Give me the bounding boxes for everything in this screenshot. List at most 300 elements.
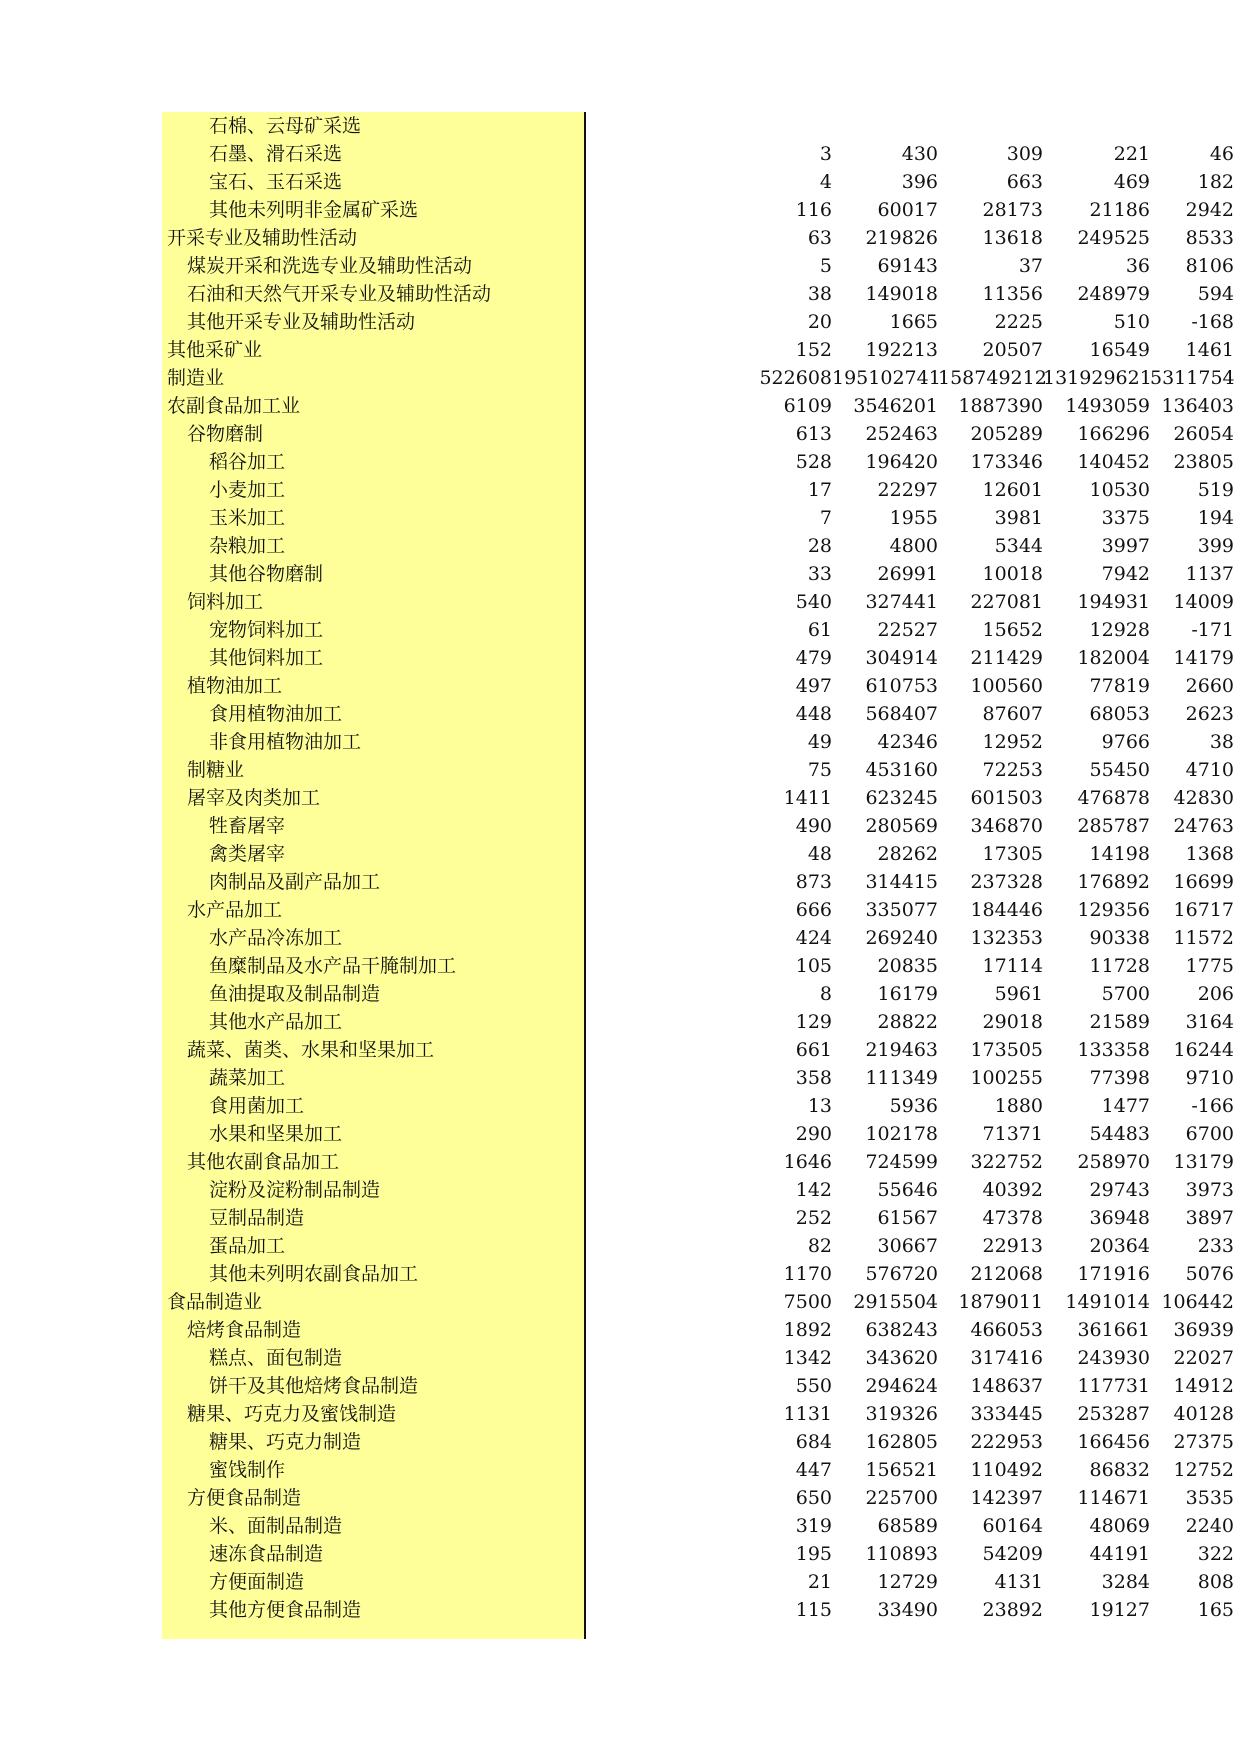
value-column-3: 17305 [982,843,1043,865]
value-column-4: 1493059 [1065,395,1150,417]
value-column-5: 399 [1197,535,1234,557]
industry-data-table [162,112,1235,1624]
value-column-2: 1955 [889,507,938,529]
value-column-5: 182 [1197,171,1234,193]
value-column-5: -171 [1191,619,1234,641]
industry-name: 食用植物油加工 [209,703,343,725]
value-column-5: 594 [1197,283,1234,305]
industry-name: 焙烤食品制造 [187,1319,302,1341]
value-column-2: 68589 [877,1515,938,1537]
table-row [162,672,1234,700]
value-column-4: 68053 [1089,703,1150,725]
value-column-1: 358 [795,1067,832,1089]
value-column-3: 158749212 [938,367,1047,389]
value-column-5: 519 [1197,479,1234,501]
table-row [162,1120,1234,1148]
value-column-4: 258970 [1077,1151,1150,1173]
table-row [162,336,1234,364]
table-row [162,1036,1234,1064]
value-column-5: 106442 [1161,1291,1234,1313]
table-row [162,980,1234,1008]
value-column-5: 3897 [1185,1207,1234,1229]
value-column-2: 4800 [889,535,938,557]
value-column-1: 528 [795,451,832,473]
value-column-2: 430 [901,143,938,165]
value-column-2: 5936 [889,1095,938,1117]
value-column-3: 1879011 [958,1291,1043,1313]
value-column-2: 314415 [865,871,938,893]
table-row [162,280,1234,308]
value-column-3: 212068 [970,1263,1043,1285]
industry-name: 肉制品及副产品加工 [209,871,381,893]
value-column-2: 576720 [865,1263,938,1285]
value-column-5: 16244 [1173,1039,1234,1061]
table-row [162,728,1234,756]
value-column-4: 176892 [1077,871,1150,893]
value-column-4: 48069 [1089,1515,1150,1537]
value-column-4: 86832 [1089,1459,1150,1481]
value-column-3: 100560 [970,675,1043,697]
value-column-2: 22297 [877,479,938,501]
value-column-4: 44191 [1089,1543,1150,1565]
value-column-2: 294624 [865,1375,938,1397]
value-column-3: 205289 [970,423,1043,445]
table-row [162,756,1234,784]
value-column-4: 469 [1113,171,1150,193]
value-column-3: 20507 [982,339,1043,361]
value-column-5: 322 [1197,1543,1234,1565]
value-column-3: 222953 [970,1431,1043,1453]
industry-name: 稻谷加工 [209,451,286,473]
table-row [162,140,1234,168]
value-column-3: 237328 [970,871,1043,893]
value-column-1: 75 [807,759,832,781]
value-column-1: 550 [795,1375,832,1397]
table-row [162,1400,1234,1428]
value-column-1: 5 [819,255,832,277]
value-column-2: 453160 [865,759,938,781]
value-column-4: 221 [1113,143,1150,165]
value-column-5: 3535 [1185,1487,1234,1509]
value-column-3: 184446 [970,899,1043,921]
industry-name: 速冻食品制造 [209,1543,324,1565]
industry-name: 水果和坚果加工 [209,1123,343,1145]
value-column-5: 2623 [1185,703,1234,725]
value-column-3: 10018 [982,563,1043,585]
value-column-3: 12601 [982,479,1043,501]
value-column-4: 171916 [1077,1263,1150,1285]
value-column-2: 30667 [877,1235,938,1257]
value-column-4: 21186 [1089,199,1150,221]
value-column-1: 49 [807,731,832,753]
table-row [162,448,1234,476]
value-column-5: 40128 [1173,1403,1234,1425]
table-row [162,504,1234,532]
value-column-3: 132353 [970,927,1043,949]
value-column-5: 16717 [1173,899,1234,921]
value-column-1: 1170 [783,1263,832,1285]
value-column-3: 663 [1006,171,1043,193]
table-row [162,308,1234,336]
value-column-3: 60164 [982,1515,1043,1537]
value-column-5: 38 [1209,731,1234,753]
industry-name: 制造业 [167,367,225,389]
value-column-5: 22027 [1173,1347,1234,1369]
value-column-3: 23892 [982,1599,1043,1621]
table-row [162,1008,1234,1036]
table-row [162,224,1234,252]
value-column-4: 166456 [1077,1431,1150,1453]
table-row [162,1540,1234,1568]
value-column-5: 14179 [1173,647,1234,669]
value-column-4: 253287 [1077,1403,1150,1425]
value-column-5: 1137 [1185,563,1234,585]
value-column-5: 14009 [1173,591,1234,613]
value-column-2: 2915504 [853,1291,938,1313]
table-row [162,1260,1234,1288]
value-column-3: 5344 [994,535,1043,557]
value-column-4: 3997 [1101,535,1150,557]
industry-name: 其他未列明非金属矿采选 [209,199,419,221]
industry-name: 制糖业 [187,759,245,781]
value-column-3: 47378 [982,1207,1043,1229]
value-column-5: 2660 [1185,675,1234,697]
value-column-1: 479 [795,647,832,669]
table-row [162,952,1234,980]
value-column-5: 8533 [1185,227,1234,249]
industry-name: 鱼糜制品及水产品干腌制加工 [209,955,457,977]
industry-name: 煤炭开采和洗选专业及辅助性活动 [187,255,473,277]
value-column-3: 4131 [994,1571,1043,1593]
value-column-5: 233 [1197,1235,1234,1257]
industry-name: 宠物饲料加工 [209,619,324,641]
table-row [162,532,1234,560]
value-column-2: 280569 [865,815,938,837]
table-row [162,1596,1234,1624]
value-column-5: 165 [1197,1599,1234,1621]
industry-name: 蔬菜、菌类、水果和坚果加工 [187,1039,435,1061]
value-column-1: 116 [795,199,832,221]
value-column-4: 14198 [1089,843,1150,865]
value-column-5: 46 [1209,143,1234,165]
value-column-1: 290 [795,1123,832,1145]
value-column-4: 55450 [1089,759,1150,781]
value-column-3: 12952 [982,731,1043,753]
value-column-3: 2225 [994,311,1043,333]
industry-name: 其他采矿业 [167,339,263,361]
industry-name: 蜜饯制作 [209,1459,286,1481]
value-column-5: 5311754 [1150,367,1235,389]
table-row [162,1456,1234,1484]
table-row [162,784,1234,812]
table-row [162,616,1234,644]
table-row [162,1344,1234,1372]
value-column-3: 71371 [982,1123,1043,1145]
value-column-5: 13179 [1173,1151,1234,1173]
value-column-4: 1477 [1101,1095,1150,1117]
industry-name: 淀粉及淀粉制品制造 [209,1179,381,1201]
value-column-1: 661 [795,1039,832,1061]
value-column-5: 6700 [1185,1123,1234,1145]
table-row [162,420,1234,448]
value-column-3: 13618 [982,227,1043,249]
value-column-2: 335077 [865,899,938,921]
value-column-2: 110893 [865,1543,938,1565]
value-column-5: 4710 [1185,759,1234,781]
value-column-1: 17 [807,479,832,501]
value-column-1: 424 [795,927,832,949]
value-column-4: 1491014 [1065,1291,1150,1313]
industry-name: 非食用植物油加工 [209,731,362,753]
value-column-4: 133358 [1077,1039,1150,1061]
value-column-5: -168 [1191,311,1234,333]
industry-name: 其他谷物磨制 [209,563,324,585]
value-column-5: 5076 [1185,1263,1234,1285]
value-column-4: 166296 [1077,423,1150,445]
table-row [162,364,1235,392]
value-column-3: 29018 [982,1011,1043,1033]
table-row [162,1484,1234,1512]
value-column-1: 63 [807,227,832,249]
value-column-2: 225700 [865,1487,938,1509]
value-column-1: 873 [795,871,832,893]
value-column-4: 129356 [1077,899,1150,921]
value-column-3: 148637 [970,1375,1043,1397]
industry-name: 农副食品加工业 [167,395,301,417]
table-row [162,644,1234,672]
value-column-1: 650 [795,1487,832,1509]
value-column-1: 4 [819,171,832,193]
value-column-3: 22913 [982,1235,1043,1257]
value-column-1: 20 [807,311,832,333]
industry-name: 其他方便食品制造 [209,1599,362,1621]
value-column-4: 90338 [1089,927,1150,949]
value-column-1: 1131 [783,1403,832,1425]
table-row [162,812,1234,840]
value-column-1: 1646 [783,1151,832,1173]
value-column-2: 28822 [877,1011,938,1033]
industry-name: 石油和天然气开采专业及辅助性活动 [187,283,492,305]
value-column-3: 333445 [970,1403,1043,1425]
value-column-4: 21589 [1089,1011,1150,1033]
value-column-4: 249525 [1077,227,1150,249]
value-column-4: 54483 [1089,1123,1150,1145]
value-column-5: 26054 [1173,423,1234,445]
value-column-1: 497 [795,675,832,697]
value-column-1: 8 [819,983,832,1005]
industry-name: 饼干及其他焙烤食品制造 [209,1375,419,1397]
industry-name: 禽类屠宰 [209,843,286,865]
value-column-4: 7942 [1101,563,1150,585]
value-column-5: 14912 [1173,1375,1234,1397]
value-column-2: 724599 [865,1151,938,1173]
industry-name: 水产品冷冻加工 [209,927,343,949]
value-column-1: 3 [819,143,832,165]
value-column-4: 243930 [1077,1347,1150,1369]
industry-name: 糕点、面包制造 [209,1347,343,1369]
industry-name: 玉米加工 [209,507,286,529]
value-column-2: 195102741 [832,367,941,389]
value-column-1: 129 [795,1011,832,1033]
value-column-3: 37 [1018,255,1043,277]
value-column-4: 131929621 [1043,367,1152,389]
table-row [162,1372,1234,1400]
table-row [162,868,1234,896]
value-column-2: 28262 [877,843,938,865]
value-column-4: 29743 [1089,1179,1150,1201]
value-column-3: 11356 [982,283,1043,305]
value-column-5: 194 [1197,507,1234,529]
value-column-3: 28173 [982,199,1043,221]
table-row [162,896,1234,924]
industry-name: 宝石、玉石采选 [209,171,343,193]
value-column-3: 3981 [994,507,1043,529]
industry-name: 蛋品加工 [209,1235,286,1257]
industry-name: 屠宰及肉类加工 [187,787,321,809]
value-column-2: 60017 [877,199,938,221]
value-column-4: 5700 [1101,983,1150,1005]
value-column-3: 5961 [994,983,1043,1005]
industry-name: 糖果、巧克力制造 [209,1431,362,1453]
value-column-1: 1342 [783,1347,832,1369]
value-column-1: 105 [795,955,832,977]
value-column-3: 54209 [982,1543,1043,1565]
value-column-5: 8106 [1185,255,1234,277]
industry-name: 其他未列明农副食品加工 [209,1263,419,1285]
value-column-4: 11728 [1089,955,1150,977]
value-column-2: 61567 [877,1207,938,1229]
value-column-1: 61 [807,619,832,641]
value-column-1: 490 [795,815,832,837]
value-column-1: 21 [807,1571,832,1593]
value-column-1: 13 [807,1095,832,1117]
value-column-3: 466053 [970,1319,1043,1341]
table-row [162,840,1234,868]
value-column-2: 22527 [877,619,938,641]
value-column-3: 173346 [970,451,1043,473]
value-column-4: 19127 [1089,1599,1150,1621]
industry-name: 其他农副食品加工 [187,1151,340,1173]
industry-name: 饲料加工 [187,591,264,613]
industry-name: 石棉、云母矿采选 [209,115,362,137]
table-row [162,924,1234,952]
value-column-4: 182004 [1077,647,1150,669]
value-column-4: 77819 [1089,675,1150,697]
value-column-3: 211429 [970,647,1043,669]
value-column-5: 3973 [1185,1179,1234,1201]
value-column-4: 16549 [1089,339,1150,361]
value-column-1: 33 [807,563,832,585]
value-column-4: 140452 [1077,451,1150,473]
table-row [162,196,1234,224]
industry-name: 植物油加工 [187,675,283,697]
value-column-4: 117731 [1077,1375,1150,1397]
table-row [162,1092,1234,1120]
industry-name: 食品制造业 [167,1291,263,1313]
value-column-3: 142397 [970,1487,1043,1509]
value-column-2: 192213 [865,339,938,361]
value-column-2: 638243 [865,1319,938,1341]
value-column-1: 48 [807,843,832,865]
value-column-4: 285787 [1077,815,1150,837]
value-column-5: 42830 [1173,787,1234,809]
value-column-5: 3164 [1185,1011,1234,1033]
industry-name: 石墨、滑石采选 [209,143,343,165]
table-row [162,168,1234,196]
value-column-2: 610753 [865,675,938,697]
industry-name: 蔬菜加工 [209,1067,286,1089]
value-column-4: 114671 [1077,1487,1150,1509]
value-column-3: 100255 [970,1067,1043,1089]
value-column-5: 206 [1197,983,1234,1005]
value-column-2: 304914 [865,647,938,669]
value-column-1: 1892 [783,1319,832,1341]
value-column-1: 448 [795,703,832,725]
value-column-4: 476878 [1077,787,1150,809]
value-column-4: 194931 [1077,591,1150,613]
value-column-4: 20364 [1089,1235,1150,1257]
value-column-2: 252463 [865,423,938,445]
value-column-3: 1887390 [958,395,1043,417]
industry-name: 方便面制造 [209,1571,305,1593]
value-column-2: 20835 [877,955,938,977]
value-column-1: 7500 [783,1291,832,1313]
value-column-2: 1665 [889,311,938,333]
value-column-3: 110492 [970,1459,1043,1481]
value-column-1: 319 [795,1515,832,1537]
value-column-2: 149018 [865,283,938,305]
table-row [162,700,1234,728]
value-column-1: 152 [795,339,832,361]
industry-name: 方便食品制造 [187,1487,302,1509]
value-column-3: 309 [1006,143,1043,165]
value-column-2: 69143 [877,255,938,277]
value-column-3: 15652 [982,619,1043,641]
value-column-2: 26991 [877,563,938,585]
value-column-3: 173505 [970,1039,1043,1061]
industry-name: 其他饲料加工 [209,647,324,669]
table-row [162,252,1234,280]
value-column-4: 36948 [1089,1207,1150,1229]
value-column-1: 522608 [759,367,832,389]
table-row [162,1148,1234,1176]
value-column-3: 1880 [994,1095,1043,1117]
industry-name: 谷物磨制 [187,423,264,445]
industry-name: 食用菌加工 [209,1095,305,1117]
value-column-4: 3375 [1101,507,1150,529]
value-column-4: 3284 [1101,1571,1150,1593]
value-column-4: 10530 [1089,479,1150,501]
value-column-2: 269240 [865,927,938,949]
value-column-5: 2240 [1185,1515,1234,1537]
industry-name: 小麦加工 [209,479,286,501]
value-column-3: 17114 [982,955,1043,977]
table-row [162,1288,1234,1316]
value-column-5: 27375 [1173,1431,1234,1453]
table-row [162,1232,1234,1260]
table-row [162,1428,1234,1456]
value-column-1: 666 [795,899,832,921]
value-column-2: 16179 [877,983,938,1005]
value-column-1: 38 [807,283,832,305]
value-column-3: 322752 [970,1151,1043,1173]
value-column-2: 102178 [865,1123,938,1145]
value-column-1: 142 [795,1179,832,1201]
value-column-2: 55646 [877,1179,938,1201]
industry-name: 豆制品制造 [209,1207,305,1229]
value-column-1: 540 [795,591,832,613]
industry-name: 糖果、巧克力及蜜饯制造 [187,1403,397,1425]
